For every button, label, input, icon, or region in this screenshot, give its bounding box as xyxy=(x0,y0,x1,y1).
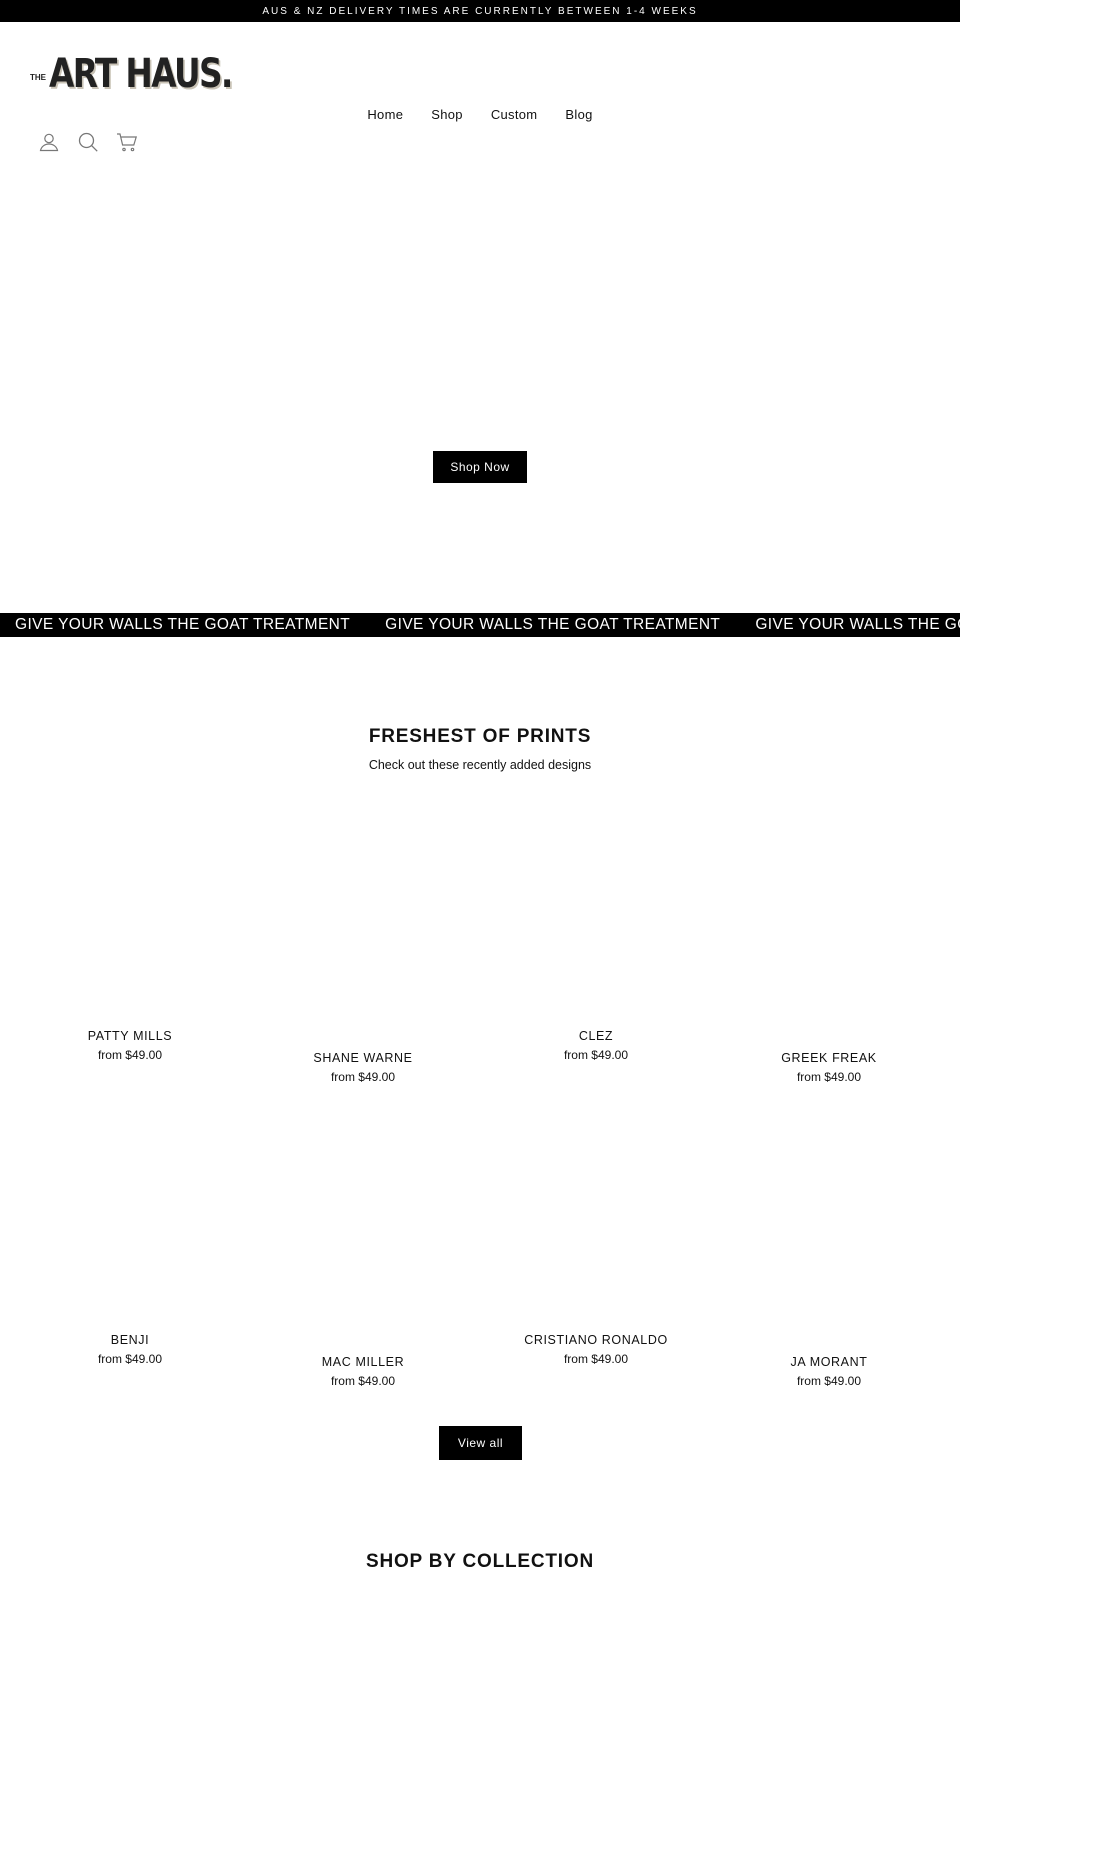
main-nav xyxy=(0,105,960,124)
logo-wordmark: ART HAUS. xyxy=(49,51,232,97)
site-logo[interactable] xyxy=(30,51,272,97)
product-price: from $49.00 xyxy=(97,1352,163,1366)
product-price: from $49.00 xyxy=(563,1352,629,1366)
marquee-banner xyxy=(0,613,1091,637)
shop-now-button[interactable]: Shop Now xyxy=(433,451,527,483)
collections-title: SHOP BY COLLECTION xyxy=(365,1551,594,1572)
product-image[interactable] xyxy=(247,900,479,1050)
account-icon[interactable] xyxy=(38,131,60,153)
product-image[interactable] xyxy=(480,878,712,1028)
product-title[interactable]: CRISTIANO RONALDO xyxy=(524,1333,668,1347)
product-price: from $49.00 xyxy=(97,1048,163,1062)
product-card[interactable] xyxy=(247,900,479,1086)
featured-subtitle: Check out these recently added designs xyxy=(368,758,592,772)
product-image[interactable] xyxy=(247,1204,479,1354)
featured-title: FRESHEST OF PRINTS xyxy=(368,726,592,747)
product-price: from $49.00 xyxy=(563,1048,629,1062)
product-card[interactable] xyxy=(713,900,945,1086)
product-title[interactable]: SHANE WARNE xyxy=(313,1051,413,1065)
product-title[interactable]: GREEK FREAK xyxy=(781,1051,877,1065)
announcement-text: AUS & NZ DELIVERY TIMES ARE CURRENTLY BETWEEN 1-4 WEEKS xyxy=(262,5,698,17)
product-title[interactable]: PATTY MILLS xyxy=(87,1029,173,1043)
product-price: from $49.00 xyxy=(796,1070,862,1084)
cart-icon[interactable] xyxy=(116,131,138,153)
view-all-button[interactable]: View all xyxy=(439,1426,522,1460)
nav-custom[interactable]: Custom xyxy=(490,107,538,122)
product-card[interactable] xyxy=(480,1182,712,1368)
product-price: from $49.00 xyxy=(796,1374,862,1388)
header-icons xyxy=(38,131,138,153)
hero-banner xyxy=(0,170,960,612)
product-image[interactable] xyxy=(14,1182,246,1332)
product-card[interactable] xyxy=(480,878,712,1064)
product-image[interactable] xyxy=(14,878,246,1028)
product-image[interactable] xyxy=(480,1182,712,1332)
product-image[interactable] xyxy=(713,1204,945,1354)
product-title[interactable]: MAC MILLER xyxy=(321,1355,405,1369)
product-image[interactable] xyxy=(713,900,945,1050)
product-card[interactable] xyxy=(713,1204,945,1390)
product-card[interactable] xyxy=(247,1204,479,1390)
marquee-text: GIVE YOUR WALLS THE GOAT TREATMENT xyxy=(755,616,1091,633)
search-icon[interactable] xyxy=(77,131,99,153)
product-card[interactable] xyxy=(14,878,246,1064)
product-title[interactable]: JA MORANT xyxy=(790,1355,868,1369)
marquee-text: GIVE YOUR WALLS THE GOAT TREATMENT xyxy=(385,616,721,633)
product-card[interactable] xyxy=(14,1182,246,1368)
nav-shop[interactable]: Shop xyxy=(431,107,463,122)
nav-blog[interactable]: Blog xyxy=(565,107,593,122)
logo-prefix: THE xyxy=(30,73,46,82)
announcement-bar xyxy=(0,0,960,22)
product-price: from $49.00 xyxy=(330,1374,396,1388)
marquee-text: GIVE YOUR WALLS THE GOAT TREATMENT xyxy=(15,616,351,633)
product-price: from $49.00 xyxy=(330,1070,396,1084)
nav-home[interactable]: Home xyxy=(367,107,404,122)
product-title[interactable]: CLEZ xyxy=(578,1029,614,1043)
product-title[interactable]: BENJI xyxy=(110,1333,150,1347)
